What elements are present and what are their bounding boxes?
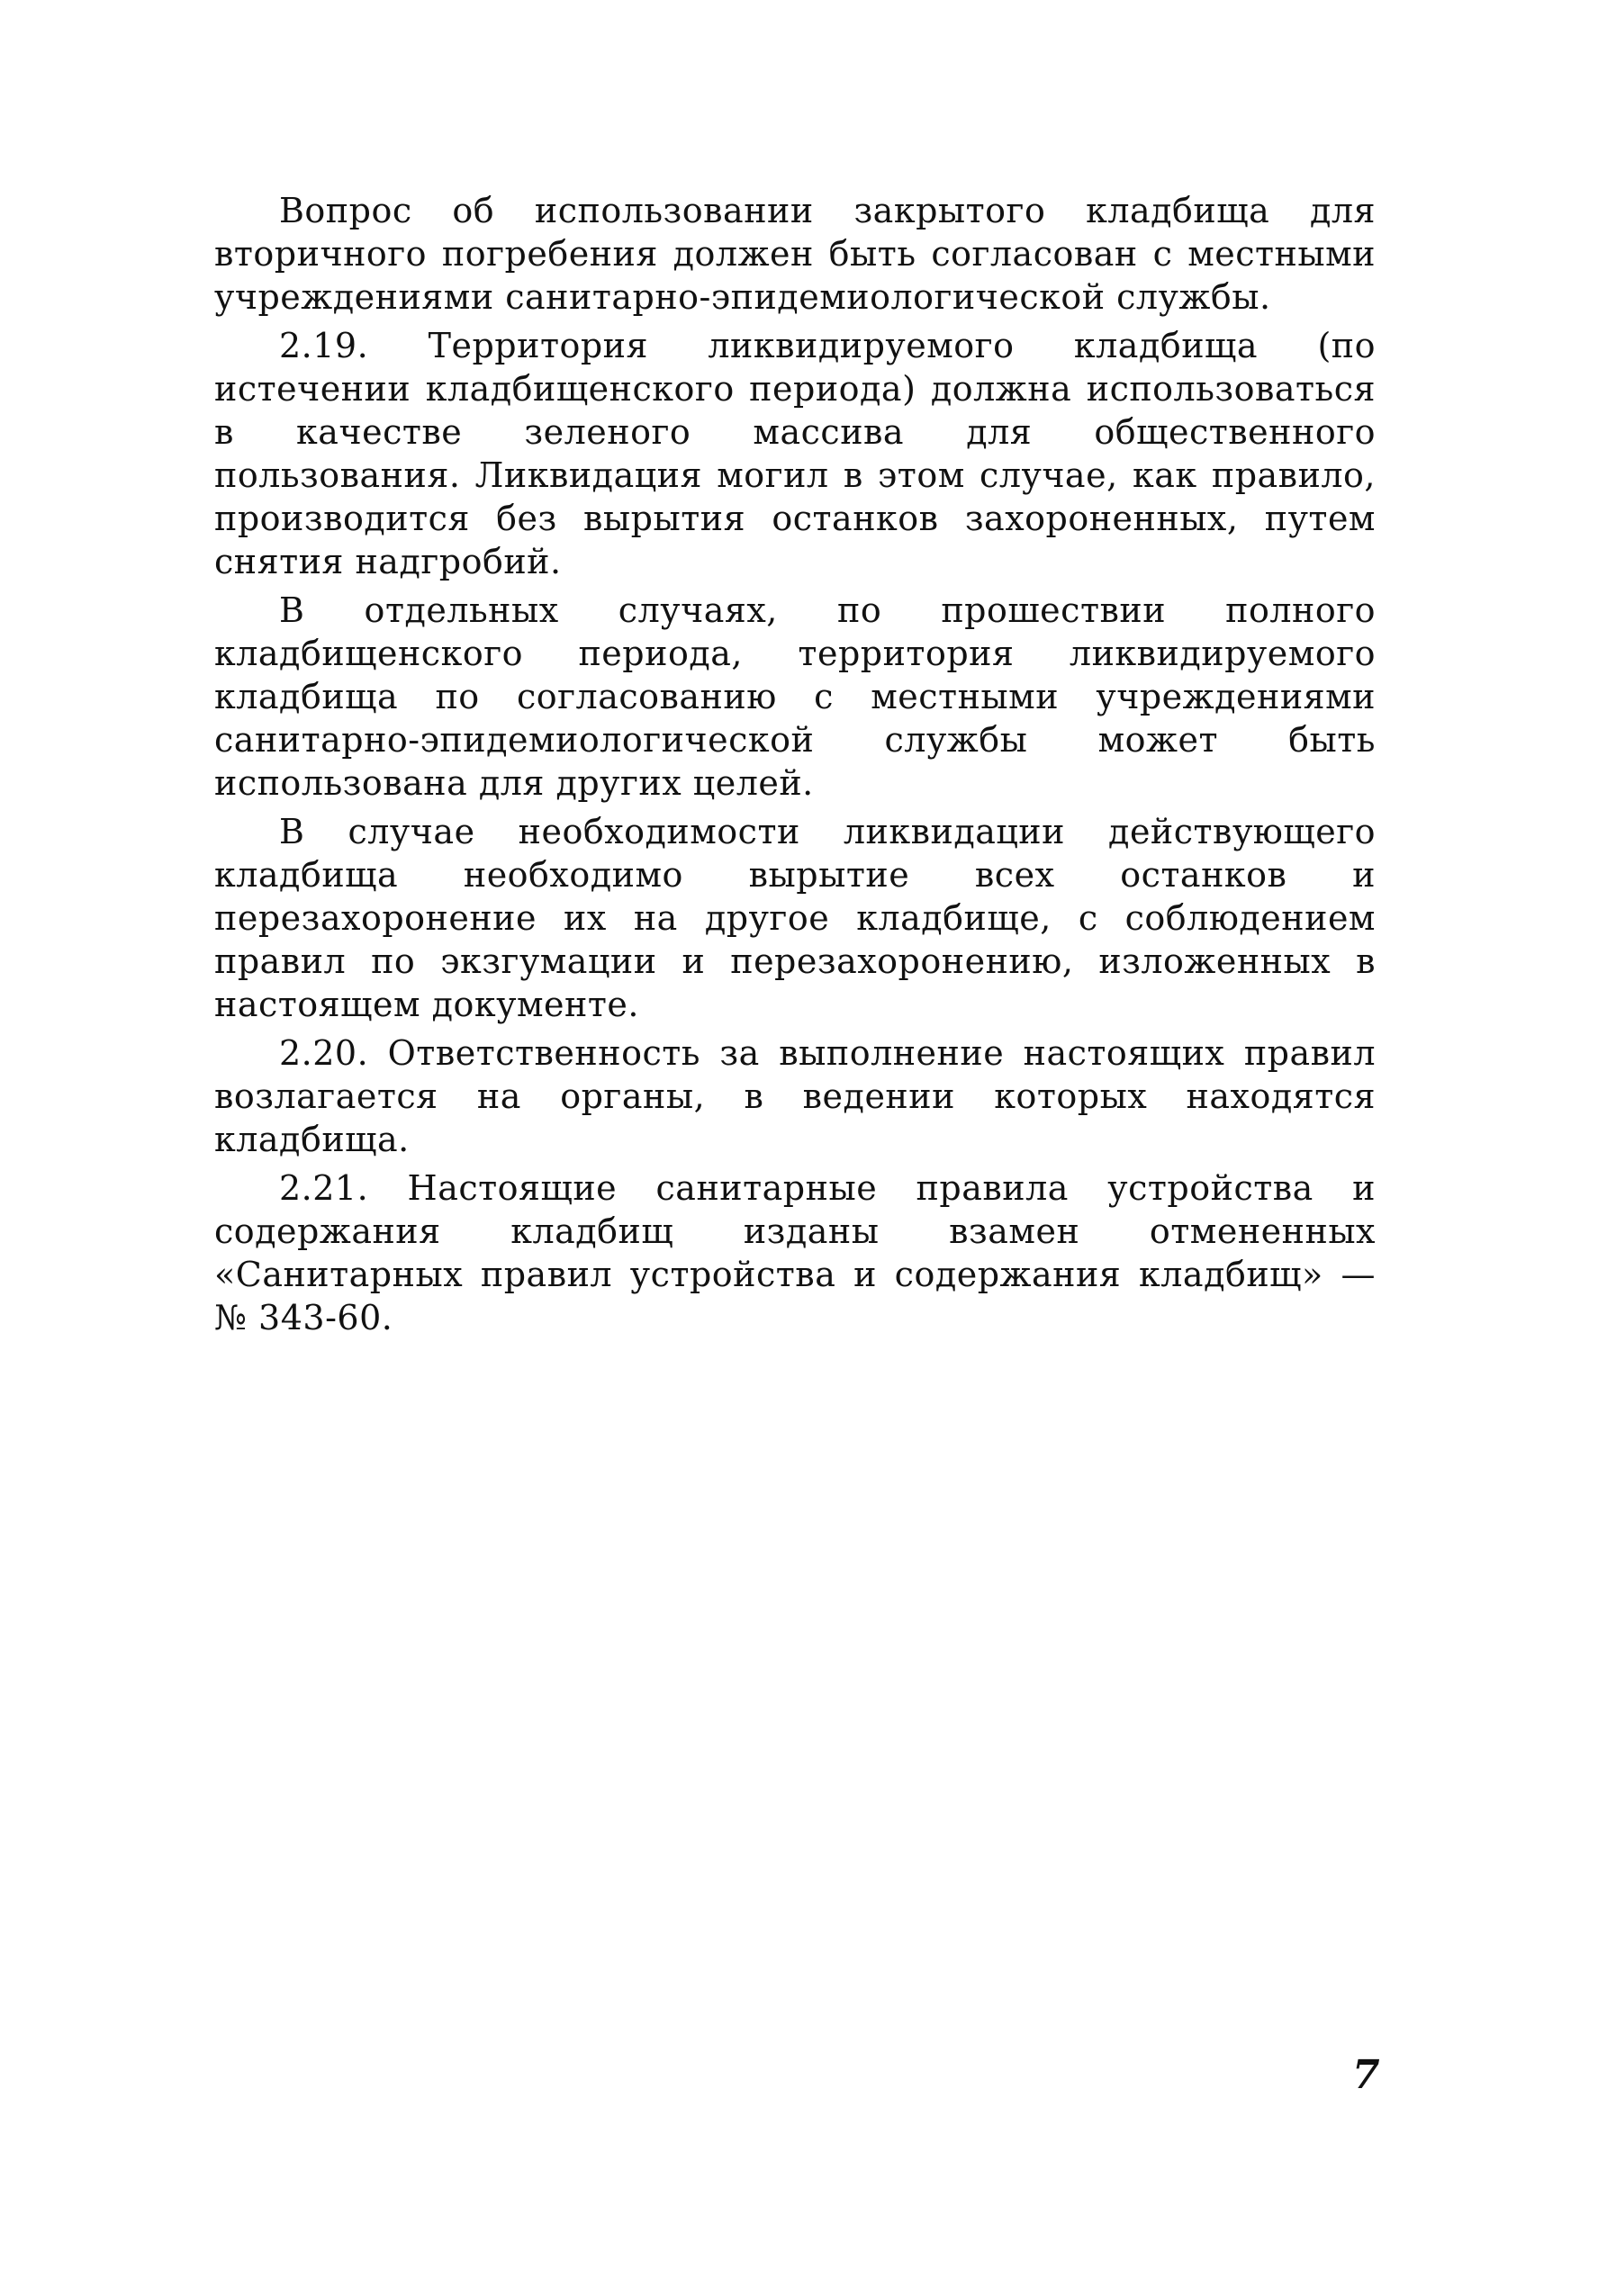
- paragraph-2-20: 2.20. Ответственность за выполнение настоящих правил возлагается на органы, в ведении которых находятся кладбища.: [214, 1033, 1376, 1159]
- page-number: 7: [1352, 2052, 1380, 2098]
- paragraph-other-purposes: В отдельных случаях, по прошествии полного кладбищенского периода, территория ликвидируемого кладбища по согласованию с местными учреждениями санитарно-эпидемиологической службы может быть использована для других целей.: [214, 590, 1376, 803]
- paragraph-2-19: 2.19. Территория ликвидируемого кладбища (по истечении кладбищенского периода) должна использоваться в качестве зеленого массива для общественного пользования. Ликвидация могил в этом случае, как правило, производится без вырытия останков захороненных, путем снятия надгробий.: [214, 326, 1376, 581]
- paragraph-secondary-burial: Вопрос об использовании закрытого кладбища для вторичного погребения должен быть согласован с местными учреждениями санитарно-эпидемиологической службы.: [214, 191, 1376, 317]
- paragraph-liquidation-active: В случае необходимости ликвидации действующего кладбища необходимо вырытие всех останков и перезахоронение их на другое кладбище, с соблюдением правил по экзгумации и перезахоронению, изложенных в настоящем документе.: [214, 812, 1376, 1024]
- body-text: [214, 189, 1376, 1345]
- paragraph-2-21: 2.21. Настоящие санитарные правила устройства и содержания кладбищ изданы взамен отмененных «Санитарных правил устройства и содержания кладбищ» — № 343-60.: [214, 1168, 1376, 1337]
